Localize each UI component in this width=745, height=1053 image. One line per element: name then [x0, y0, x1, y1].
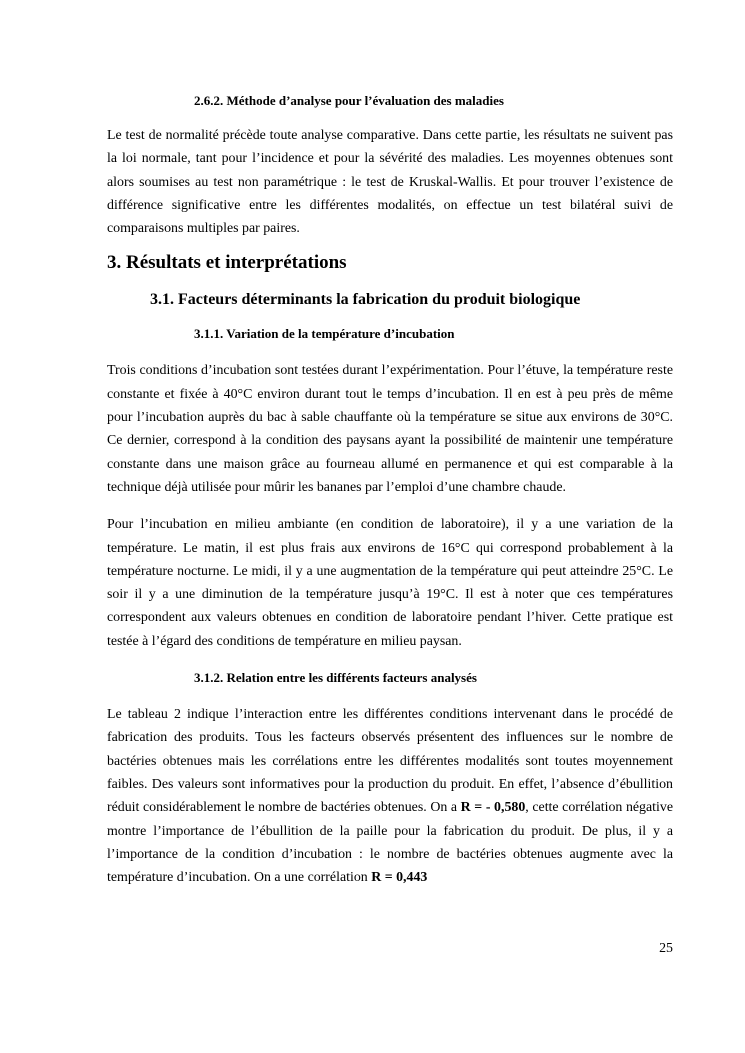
correlation-value-incubation: R = 0,443	[371, 870, 428, 886]
heading-3-1-2: 3.1.2. Relation entre les différents facteurs analysés	[194, 670, 477, 686]
paragraph-incubation-conditions: Trois conditions d’incubation sont testées durant l’expérimentation. Pour l’étuve, la température reste constante et fixée à 40°C environ durant tout le temps d’incubation. Il en est à peu près de même pour l’incubation auprès du bac à sable chauffante où la température se situe aux environs de 30°C. Ce dernier, correspond à la condition des paysans ayant la possibilité de maintenir une température constante dans une maison grâce au fourneau allumé en permanence et qui est comparable à la technique déjà utilisée pour mûrir les bananes par l’emploi d’une chambre chaude.	[107, 363, 673, 495]
heading-3-results: 3. Résultats et interprétations	[107, 252, 347, 274]
heading-3-1: 3.1. Facteurs déterminants la fabrication du produit biologique	[150, 291, 581, 309]
heading-3-1-1: 3.1.1. Variation de la température d’incubation	[194, 326, 455, 342]
page-body	[107, 90, 673, 889]
heading-2-6-2: 2.6.2. Méthode d’analyse pour l’évaluation des maladies	[194, 93, 504, 108]
paragraph-text-part-2: , cette corrélation négative montre l’importance de l’ébullition de la paille pour la fabrication du produit. De plus, il y a l’importance de la condition d’incubation : le nombre de bactéries obtenues augmente avec la température d’incubation. On a une corrélation	[107, 800, 673, 886]
paragraph-normality-test: Le test de normalité précède toute analyse comparative. Dans cette partie, les résultats ne suivent pas la loi normale, tant pour l’incidence et pour la sévérité des maladies. Les moyennes obtenues sont alors soumises au test non paramétrique : le test de Kruskal-Wallis. Et pour trouver l’existence de différence significative entre les différentes modalités, on effectue un test bilatéral suivi de comparaisons multiples par paires.	[107, 128, 673, 237]
paragraph-factor-relations	[107, 703, 673, 889]
page-number: 25	[659, 941, 673, 956]
paragraph-text-part-1: Le tableau 2 indique l’interaction entre les différentes conditions intervenant dans le procédé de fabrication des produits. Tous les facteurs observés présentent des influences sur le nombre de bactéries obtenues mais les corrélations entre les différentes modalités sont toutes moyennement faibles. Des valeurs sont informatives pour la production du produit. En effet, l’absence d’ébullition réduit considérablement le nombre de bactéries obtenues. On a	[107, 707, 673, 816]
correlation-value-boiling: R = - 0,580	[460, 800, 526, 816]
paragraph-ambient-incubation: Pour l’incubation en milieu ambiante (en condition de laboratoire), il y a une variation de la température. Le matin, il est plus frais aux environs de 16°C qui correspond probablement à la température nocturne. Le midi, il y a une augmentation de la température qui peut atteindre 25°C. Le soir il y a une diminution de la température jusqu’à 19°C. Il est à noter que ces températures correspondent aux valeurs obtenues en condition de laboratoire pendant l’hiver. Cette pratique est testée à l’égard des conditions de température en milieu paysan.	[107, 517, 673, 649]
